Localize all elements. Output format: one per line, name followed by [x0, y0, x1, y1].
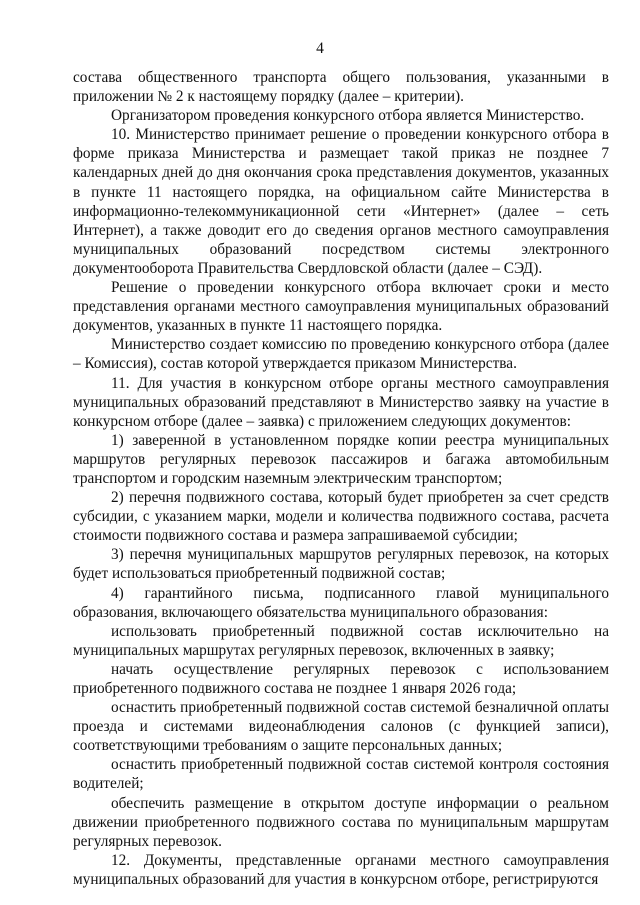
paragraph-clause-11: 11. Для участия в конкурсном отборе органы местного самоуправления муниципальных образований представляют в Министерство заявку на участие в конкурсном отборе (далее – заявка) с приложением следующих документов: — [73, 374, 609, 430]
obligation-open-info: обеспечить размещение в открытом доступе информации о реальном движении приобретенного подвижного состава по муниципальным маршрутам регулярных перевозок. — [73, 794, 609, 850]
obligation-use: использовать приобретенный подвижной состав исключительно на муниципальных маршрутах регулярных перевозок, включенных в заявку; — [73, 622, 609, 659]
paragraph-decision-terms: Решение о проведении конкурсного отбора включает сроки и место представления органами местного самоуправления муниципальных образований документов, указанных в пункте 11 настоящего порядка. — [73, 279, 609, 335]
paragraph-continuation: состава общественного транспорта общего пользования, указанными в приложении № 2 к настоящему порядку (далее – критерии). — [73, 69, 609, 106]
list-item-4: 4) гарантийного письма, подписанного главой муниципального образования, включающего обязательства муниципального образования: — [73, 584, 609, 621]
page-number: 4 — [316, 40, 324, 57]
paragraph-commission: Министерство создает комиссию по проведению конкурсного отбора (далее – Комиссия), состав которой утверждается приказом Министерства. — [73, 336, 609, 373]
list-item-1: 1) заверенной в установленном порядке копии реестра муниципальных маршрутов регулярных перевозок пассажиров и багажа автомобильным транспортом и городским наземным электрическим транспортом; — [73, 431, 609, 487]
document-body — [73, 68, 609, 889]
obligation-start: начать осуществление регулярных перевозок с использованием приобретенного подвижного состава не позднее 1 января 2026 года; — [73, 660, 609, 697]
obligation-driver-control: оснастить приобретенный подвижной состав системой контроля состояния водителей; — [73, 756, 609, 793]
paragraph-clause-10: 10. Министерство принимает решение о проведении конкурсного отбора в форме приказа Министерства и размещает такой приказ не позднее 7 календарных дней до дня окончания срока представления документов, указанных в пункте 11 настоящего порядка, на официальном сайте Министерства в информационно-телекоммуникационной сети «Интернет» (далее – сеть Интернет), а также доводит его до сведения органов местного самоуправления муниципальных образований посредством системы электронного документооборота Правительства Свердловской области (далее – СЭД). — [73, 126, 609, 277]
paragraph-clause-12: 12. Документы, представленные органами местного самоуправления муниципальных образований для участия в конкурсном отборе, регистрируются — [73, 851, 609, 888]
list-item-3: 3) перечня муниципальных маршрутов регулярных перевозок, на которых будет использоваться приобретенный подвижной состав; — [73, 546, 609, 583]
list-item-2: 2) перечня подвижного состава, который будет приобретен за счет средств субсидии, с указанием марки, модели и количества подвижного состава, расчета стоимости подвижного состава и размера запрашиваемой субсидии; — [73, 489, 609, 545]
paragraph-organizer: Организатором проведения конкурсного отбора является Министерство. — [111, 107, 585, 125]
obligation-payment-video: оснастить приобретенный подвижной состав системой безналичной оплаты проезда и системами видеонаблюдения салонов (с функцией записи), соответствующими требованиям о защите персональных данных; — [73, 699, 609, 755]
